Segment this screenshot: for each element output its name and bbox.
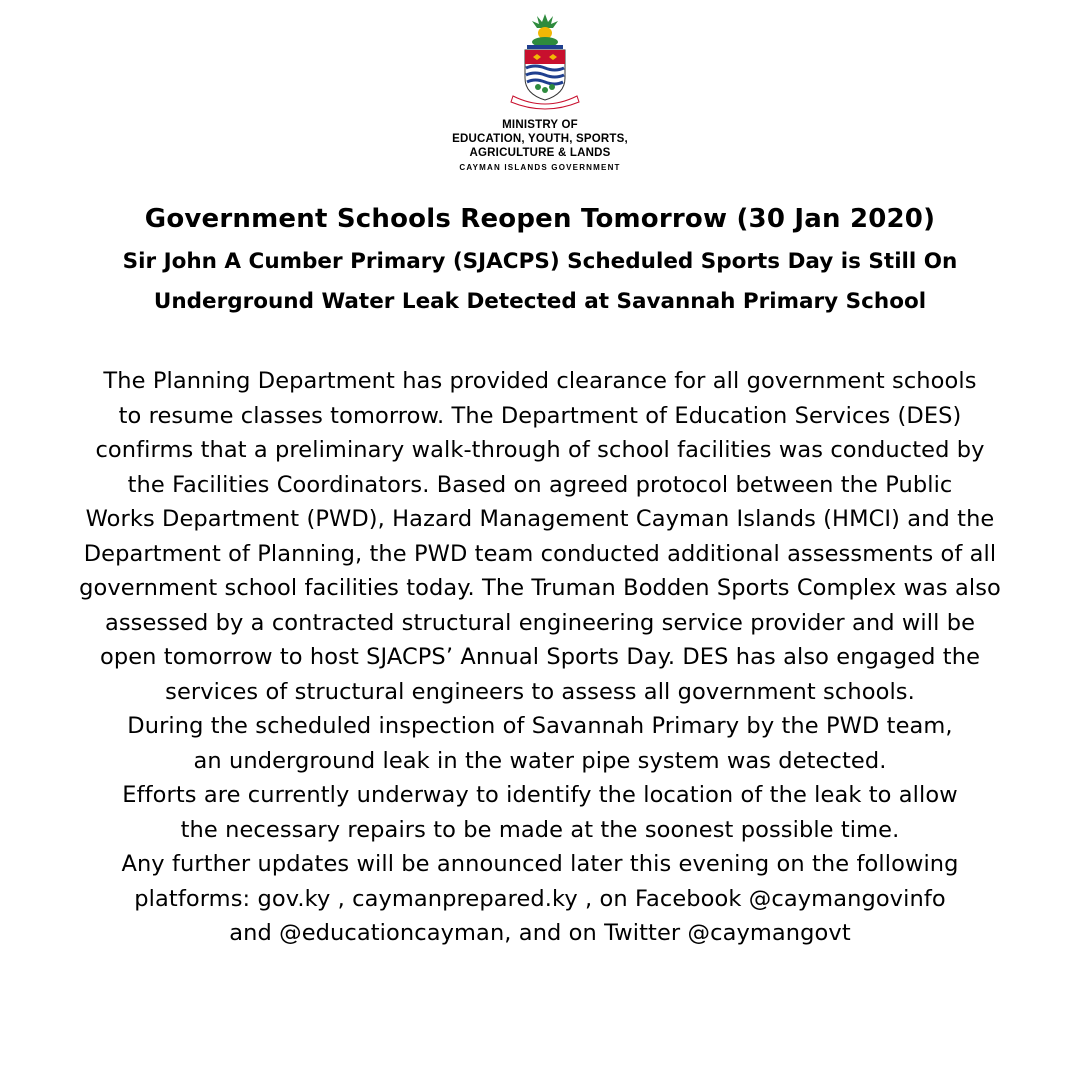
body-line: During the scheduled inspection of Savannah Primary by the PWD team,: [127, 713, 953, 739]
body-line: to resume classes tomorrow. The Department of Education Services (DES): [118, 402, 962, 429]
body-line: Department of Planning, the PWD team conducted additional assessments of all: [83, 540, 997, 567]
body-line: the Facilities Coordinators. Based on agreed protocol between the Public: [127, 471, 953, 498]
body-line: government school facilities today. The Truman Bodden Sports Complex was also: [79, 575, 1001, 601]
headline: Government Schools Reopen Tomorrow (30 Jan 2020): [144, 204, 936, 234]
cayman-coat-of-arms-icon: [505, 12, 585, 112]
body-line: an underground leak in the water pipe system was detected.: [193, 747, 887, 774]
ministry-line: EDUCATION, YOUTH, SPORTS,: [452, 133, 628, 145]
subheadline: Underground Water Leak Detected at Savannah Primary School: [153, 289, 927, 314]
body-line: assessed by a contracted structural engineering service provider and will be: [104, 609, 976, 636]
body-line: Works Department (PWD), Hazard Management Cayman Islands (HMCI) and the: [85, 506, 995, 532]
subheadline: Sir John A Cumber Primary (SJACPS) Scheduled Sports Day is Still On: [122, 249, 958, 274]
body-line: The Planning Department has provided clearance for all government schools: [103, 368, 977, 394]
body-line: services of structural engineers to assess all government schools.: [165, 678, 915, 705]
pineapple-crest: [532, 14, 558, 39]
ministry-line: MINISTRY OF: [502, 119, 578, 131]
body-line: Any further updates will be announced later this evening on the following: [121, 851, 959, 877]
headings: [0, 196, 1080, 322]
body-line: Efforts are currently underway to identify the location of the leak to allow: [122, 782, 958, 808]
ministry-line: AGRICULTURE & LANDS: [469, 147, 611, 159]
announcement-body: [0, 364, 1080, 951]
government-name: CAYMAN ISLANDS GOVERNMENT: [459, 163, 621, 172]
body-line: open tomorrow to host SJACPS’ Annual Sports Day. DES has also engaged the: [99, 644, 981, 670]
body-line: the necessary repairs to be made at the soonest possible time.: [180, 816, 900, 843]
ministry-wordmark: [390, 118, 690, 172]
body-line: and @educationcayman, and on Twitter @caymangovt: [229, 920, 851, 946]
body-line: platforms: gov.ky , caymanprepared.ky , on Facebook @caymangovinfo: [134, 885, 946, 912]
body-line: confirms that a preliminary walk-through of school facilities was conducted by: [95, 437, 985, 463]
